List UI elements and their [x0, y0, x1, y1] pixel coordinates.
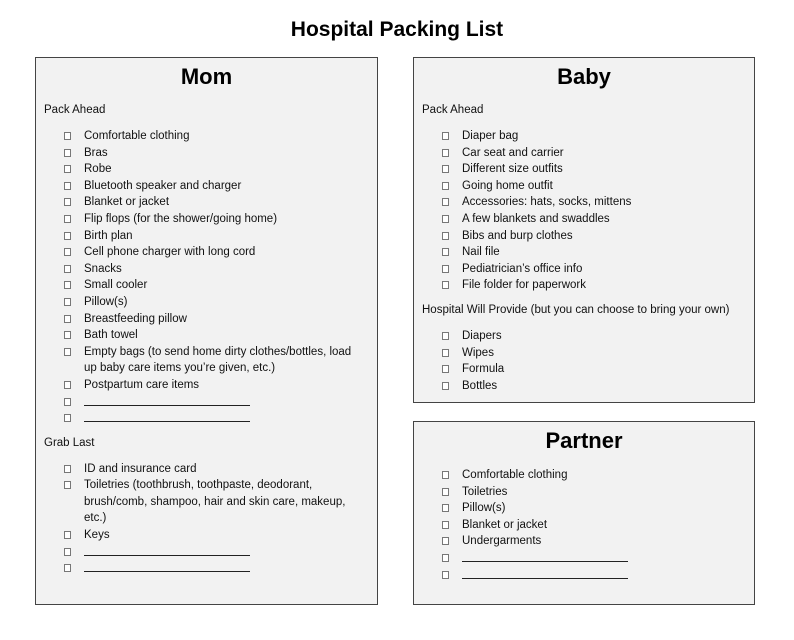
baby-hospital-list	[414, 328, 754, 394]
item-label: Bluetooth speaker and charger	[84, 179, 242, 192]
list-item[interactable]	[36, 377, 377, 394]
checkbox[interactable]	[64, 414, 71, 422]
baby-section	[413, 57, 755, 403]
checkbox[interactable]	[64, 232, 71, 240]
write-in-line[interactable]	[84, 410, 250, 422]
item-label: Postpartum care items	[84, 378, 200, 391]
list-item[interactable]	[414, 361, 754, 378]
baby-hospital-provides-label: Hospital Will Provide (but you can choose to bring your own)	[422, 303, 730, 316]
list-item[interactable]	[36, 178, 377, 195]
checkbox[interactable]	[442, 132, 449, 140]
list-item[interactable]	[414, 244, 754, 261]
checkbox[interactable]	[64, 548, 71, 556]
checkbox[interactable]	[442, 504, 449, 512]
checkbox[interactable]	[64, 481, 71, 489]
item-label: Blanket or jacket	[462, 518, 548, 531]
item-label: Wipes	[462, 346, 494, 359]
item-label: Accessories: hats, socks, mittens	[462, 196, 632, 209]
list-item[interactable]	[36, 277, 377, 294]
baby-pack-ahead-list	[414, 128, 754, 294]
checkbox[interactable]	[442, 182, 449, 190]
write-in-line[interactable]	[84, 560, 250, 572]
list-item[interactable]	[414, 211, 754, 228]
list-item[interactable]	[414, 161, 754, 178]
list-item[interactable]	[414, 500, 754, 517]
item-label: Empty bags (to send home dirty clothes/bottles, load up baby care items you’re given, etc.)	[84, 345, 352, 375]
list-item[interactable]	[414, 517, 754, 534]
item-label: Blanket or jacket	[84, 196, 170, 209]
item-label: Pillow(s)	[462, 502, 506, 515]
item-label: Toiletries	[462, 485, 508, 498]
list-item[interactable]	[36, 145, 377, 162]
list-item[interactable]	[414, 467, 754, 484]
list-item[interactable]	[36, 211, 377, 228]
checkbox[interactable]	[64, 298, 71, 306]
checkbox[interactable]	[64, 465, 71, 473]
list-item[interactable]	[36, 261, 377, 278]
checkbox[interactable]	[64, 281, 71, 289]
item-label: Going home outfit	[462, 179, 553, 192]
list-item[interactable]	[414, 378, 754, 395]
list-item[interactable]	[36, 228, 377, 245]
list-item[interactable]	[36, 161, 377, 178]
list-item-blank[interactable]	[36, 544, 377, 561]
mom-heading: Mom	[180, 64, 233, 89]
checkbox[interactable]	[442, 215, 449, 223]
checkbox[interactable]	[442, 488, 449, 496]
checkbox[interactable]	[442, 265, 449, 273]
checkbox[interactable]	[442, 521, 449, 529]
checkbox[interactable]	[64, 265, 71, 273]
item-label: Undergarments	[462, 535, 542, 548]
write-in-line[interactable]	[84, 544, 250, 556]
checkbox[interactable]	[442, 248, 449, 256]
checkbox[interactable]	[442, 471, 449, 479]
list-item[interactable]	[36, 294, 377, 311]
item-label: Cell phone charger with long cord	[84, 246, 256, 259]
checkbox[interactable]	[64, 248, 71, 256]
list-item[interactable]	[414, 328, 754, 345]
item-label: Robe	[84, 163, 112, 176]
item-label: Diapers	[462, 329, 502, 342]
checkbox[interactable]	[442, 198, 449, 206]
write-in-line[interactable]	[462, 567, 628, 579]
item-label: File folder for paperwork	[462, 279, 586, 292]
page-title: Hospital Packing List	[290, 18, 504, 41]
item-label: Pediatrician’s office info	[462, 262, 583, 275]
list-item-blank[interactable]	[36, 410, 377, 427]
item-label: Bibs and burp clothes	[462, 229, 573, 242]
mom-grab-last-list	[36, 461, 377, 577]
partner-list	[414, 467, 754, 583]
write-in-line[interactable]	[84, 394, 250, 406]
list-item-blank[interactable]	[414, 567, 754, 584]
item-label: ID and insurance card	[84, 462, 197, 475]
checkbox[interactable]	[442, 349, 449, 357]
mom-grab-last-label: Grab Last	[44, 436, 95, 449]
checkbox[interactable]	[64, 398, 71, 406]
list-item[interactable]	[414, 128, 754, 145]
list-item[interactable]	[414, 345, 754, 362]
item-label: Comfortable clothing	[84, 130, 190, 142]
mom-pack-ahead-list	[36, 128, 377, 427]
item-label: Different size outfits	[462, 163, 563, 176]
checkbox[interactable]	[64, 381, 71, 389]
list-item[interactable]	[414, 228, 754, 245]
baby-heading: Baby	[557, 64, 611, 89]
list-item[interactable]	[414, 145, 754, 162]
item-label: Bath towel	[84, 329, 138, 342]
item-label: Breastfeeding pillow	[84, 312, 187, 325]
item-label: Diaper bag	[462, 130, 519, 142]
item-label: Bottles	[462, 379, 498, 392]
baby-pack-ahead-label: Pack Ahead	[422, 104, 484, 116]
item-label: Snacks	[84, 262, 122, 275]
item-label: Nail file	[462, 246, 500, 259]
checkbox[interactable]	[442, 571, 449, 579]
checkbox[interactable]	[64, 182, 71, 190]
item-label: A few blankets and swaddles	[462, 212, 610, 225]
write-in-line[interactable]	[462, 550, 628, 562]
checkbox[interactable]	[64, 215, 71, 223]
list-item[interactable]	[36, 128, 377, 145]
item-label: Birth plan	[84, 229, 133, 242]
item-label: Bras	[84, 146, 108, 159]
item-label: Pillow(s)	[84, 295, 128, 308]
checkbox[interactable]	[64, 315, 71, 323]
checkbox[interactable]	[442, 165, 449, 173]
item-label: Car seat and carrier	[462, 146, 564, 159]
checkbox[interactable]	[64, 331, 71, 339]
list-item-blank[interactable]	[36, 394, 377, 411]
list-item[interactable]	[36, 344, 377, 377]
checkbox[interactable]	[442, 232, 449, 240]
item-label: Small cooler	[84, 279, 148, 292]
list-item[interactable]	[36, 461, 377, 478]
item-label: Flip flops (for the shower/going home)	[84, 212, 278, 225]
mom-pack-ahead-label: Pack Ahead	[44, 104, 106, 116]
checkbox[interactable]	[64, 198, 71, 206]
list-item[interactable]	[414, 277, 754, 294]
checkbox[interactable]	[64, 531, 71, 539]
checkbox[interactable]	[64, 165, 71, 173]
item-label: Keys	[84, 529, 110, 542]
checkbox[interactable]	[442, 332, 449, 340]
mom-section	[35, 57, 378, 605]
checkbox[interactable]	[442, 537, 449, 545]
checkbox[interactable]	[64, 149, 71, 157]
list-item[interactable]	[414, 178, 754, 195]
list-item[interactable]	[36, 527, 377, 544]
checkbox[interactable]	[64, 132, 71, 140]
list-item[interactable]	[36, 477, 377, 527]
item-label: Toiletries (toothbrush, toothpaste, deodorant, brush/comb, shampoo, hair and skin care, makeup, etc.)	[84, 479, 346, 525]
checkbox[interactable]	[442, 365, 449, 373]
list-item-blank[interactable]	[414, 550, 754, 567]
list-item[interactable]	[36, 244, 377, 261]
checkbox[interactable]	[442, 281, 449, 289]
list-item[interactable]	[36, 311, 377, 328]
item-label: Formula	[462, 363, 505, 376]
list-item[interactable]	[36, 327, 377, 344]
list-item[interactable]	[414, 533, 754, 550]
partner-heading: Partner	[545, 428, 623, 453]
checkbox[interactable]	[64, 564, 71, 572]
checkbox[interactable]	[442, 554, 449, 562]
list-item-blank[interactable]	[36, 560, 377, 577]
partner-section	[413, 421, 755, 605]
checkbox[interactable]	[442, 149, 449, 157]
checkbox[interactable]	[442, 382, 449, 390]
list-item[interactable]	[414, 194, 754, 211]
list-item[interactable]	[36, 194, 377, 211]
list-item[interactable]	[414, 261, 754, 278]
checkbox[interactable]	[64, 348, 71, 356]
list-item[interactable]	[414, 484, 754, 501]
item-label: Comfortable clothing	[462, 469, 568, 481]
